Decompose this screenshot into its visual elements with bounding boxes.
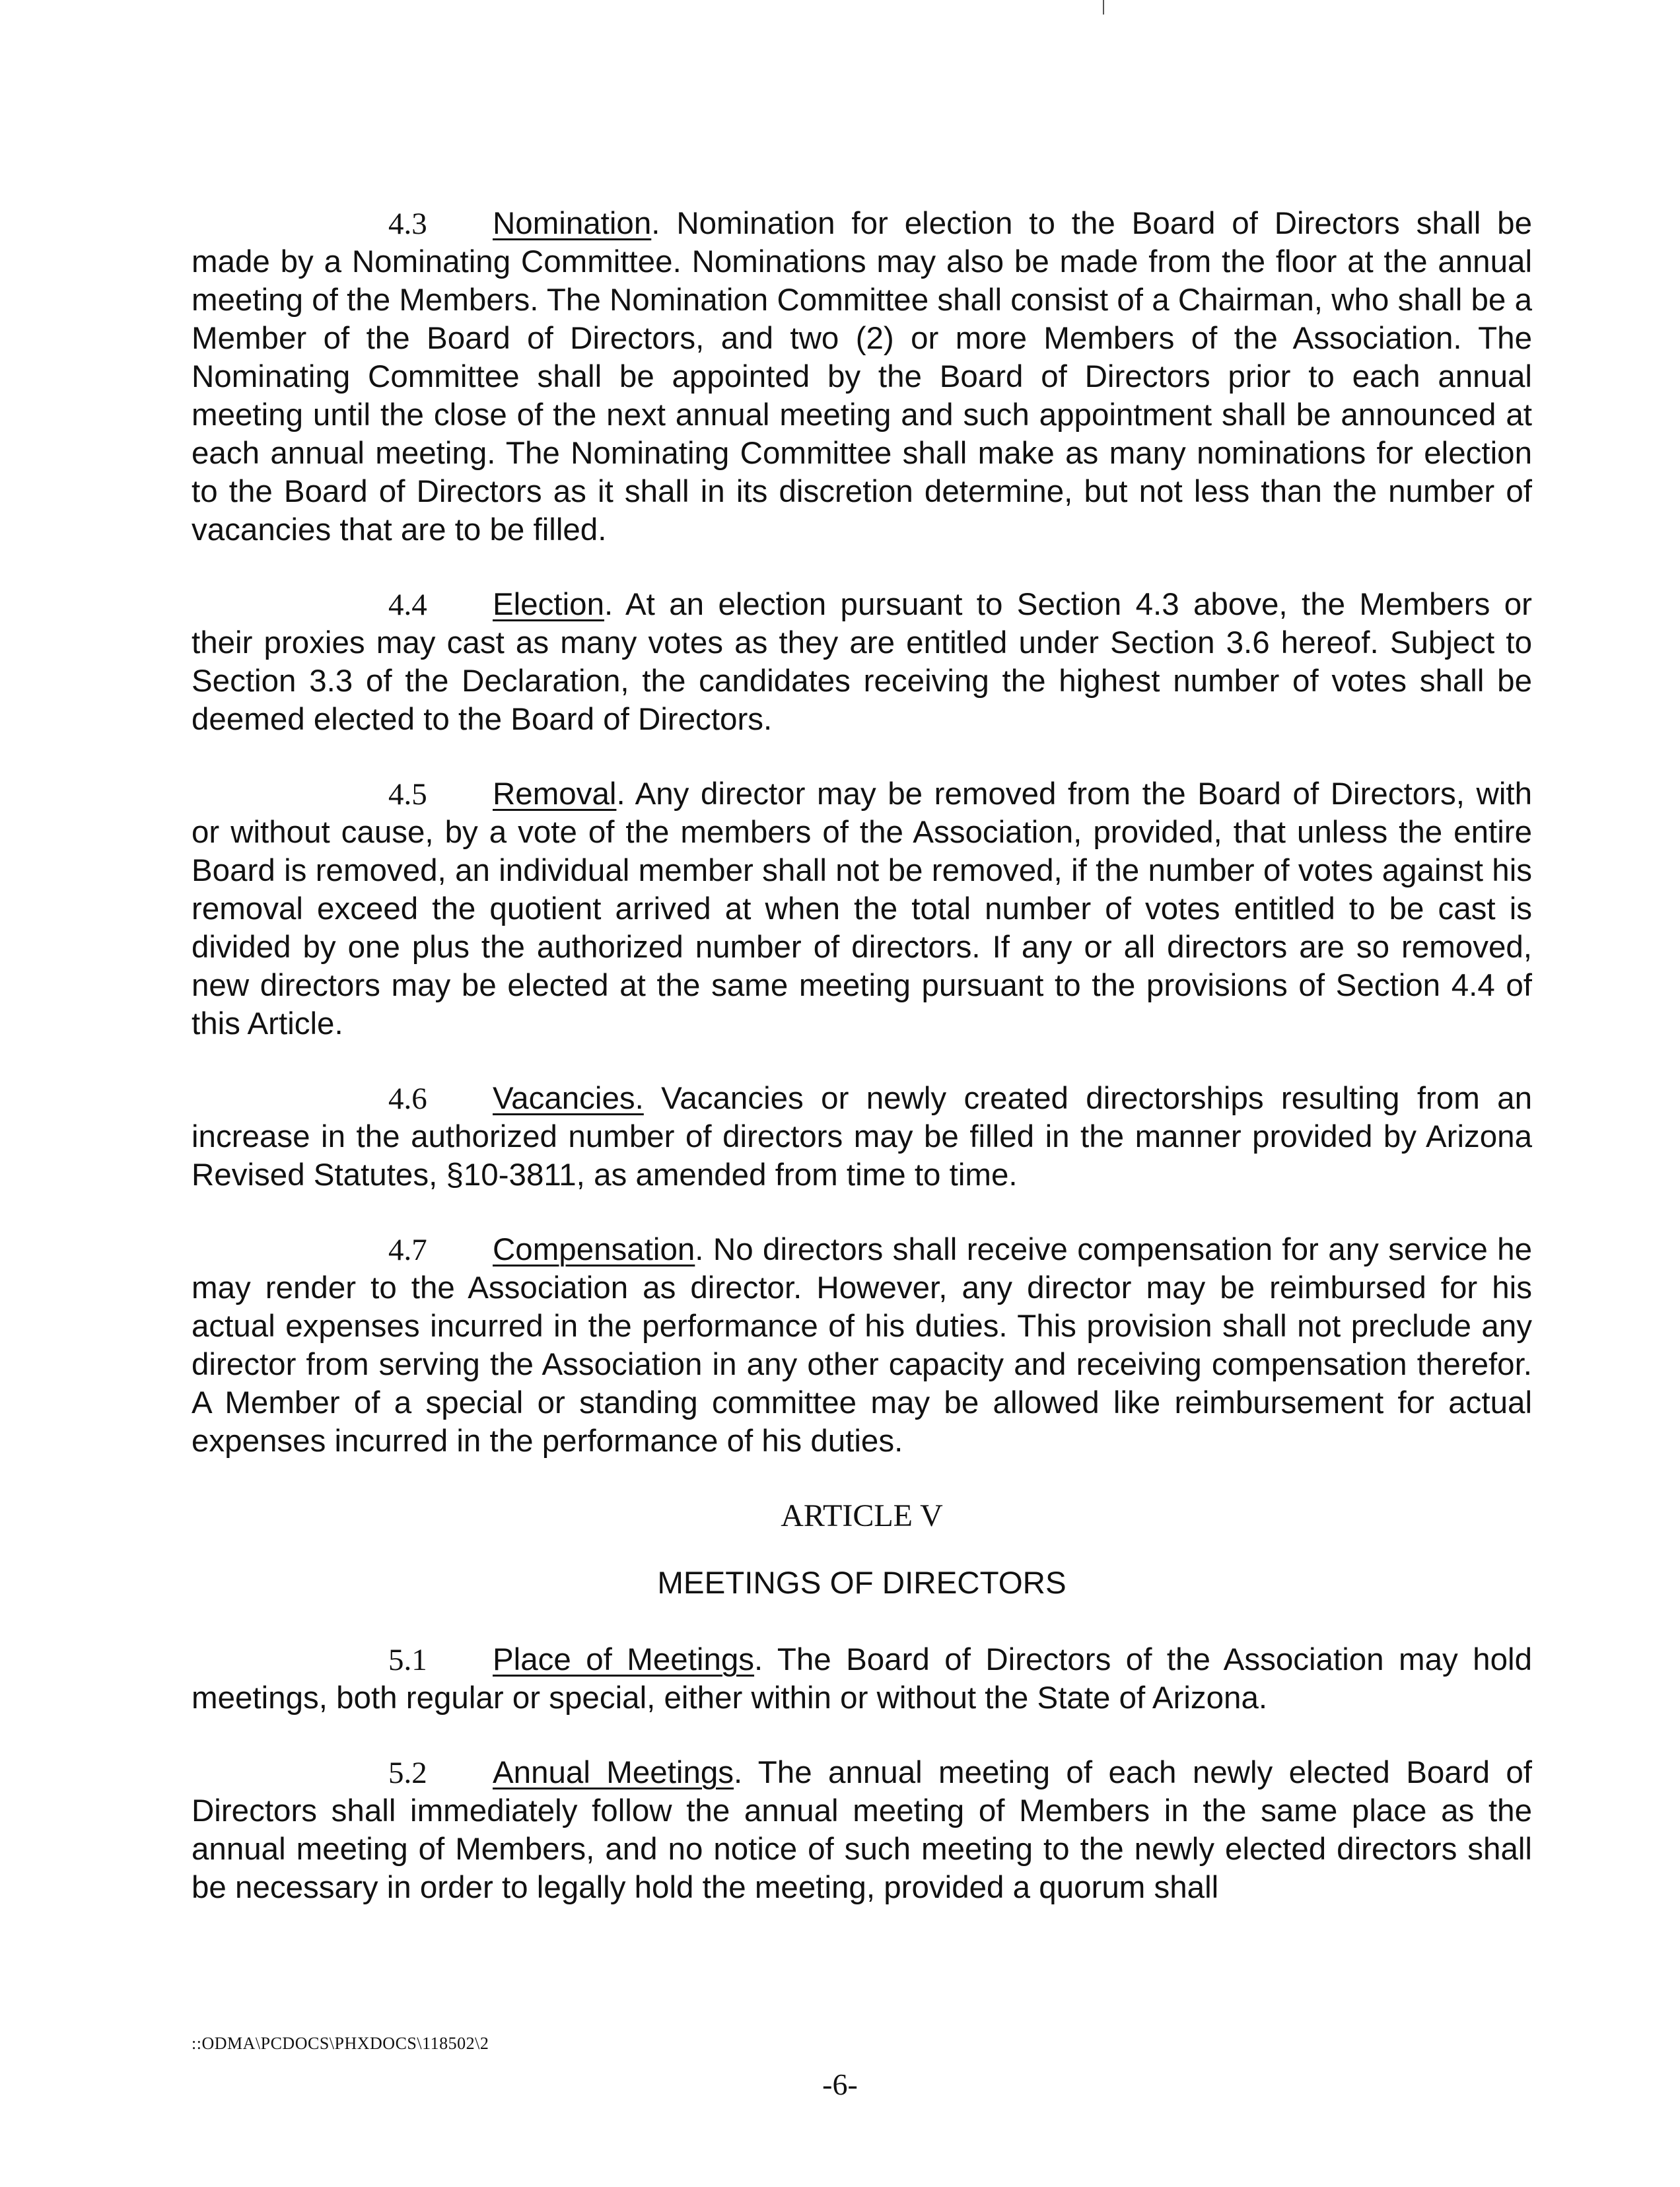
scan-artifact-mark [1103,0,1104,15]
section-heading: Vacancies. [493,1081,644,1116]
section-heading: Annual Meetings [493,1755,734,1790]
section-4-3 [192,205,1532,549]
section-heading: Compensation [493,1232,695,1267]
section-5-1 [192,1641,1532,1718]
section-4-7 [192,1231,1532,1461]
article-label: ARTICLE V [781,1498,943,1533]
section-4-5 [192,775,1532,1043]
section-5-2 [192,1754,1532,1907]
section-number: 4.6 [388,1082,427,1116]
section-heading: Election [493,587,604,622]
section-number: 4.3 [388,207,427,241]
section-4-4 [192,586,1532,739]
section-number: 5.1 [388,1643,427,1677]
section-heading: Nomination [493,206,652,241]
section-4-6 [192,1080,1532,1195]
article-title: MEETINGS OF DIRECTORS [657,1566,1067,1601]
section-text: . The annual meeting of each newly elected Board of Directors shall immediately follow the annual meeting of Members in the same place as the annual meeting of Members, and no notice of such meeting to the newly elected directors shall be necessary in order to legally hold the meeting, provided a quorum shall [192,1755,1532,1905]
section-heading: Place of Meetings [493,1642,755,1677]
section-text: Vacancies or newly created directorships resulting from an increase in the authorized number of directors may be filled in the manner provided by Arizona Revised Statutes, §10-3811, as amended from time to time. [192,1081,1532,1193]
section-text: . No directors shall receive compensation for any service he may render to the Association as director. However, any director may be reimbursed for his actual expenses incurred in the performance of his duties. This provision shall not preclude any director from serving the Association in any other capacity and receiving compensation therefor. A Member of a special or standing committee may be allowed like reimbursement for actual expenses incurred in the performance of his duties. [192,1232,1532,1459]
section-text: . At an election pursuant to Section 4.3 above, the Members or their proxies may cast as many votes as they are entitled under Section 3.6 hereof. Subject to Section 3.3 of the Declaration, the candidates receiving the highest number of votes shall be deemed elected to the Board of Directors. [192,587,1532,737]
section-text: . Nomination for election to the Board of Directors shall be made by a Nominating Committee. Nominations may also be made from the floor at the annual meeting of the Members. The Nomination Committee shall consist of a Chairman, who shall be a Member of the Board of Directors, and two (2) or more Members of the Association. The Nominating Committee shall be appointed by the Board of Directors prior to each annual meeting until the close of the next annual meeting and such appointment shall be announced at each annual meeting. The Nominating Committee shall make as many nominations for election to the Board of Directors as it shall in its discretion determine, but not less than the number of vacancies that are to be filled. [192,206,1532,547]
section-number: 4.4 [388,588,427,622]
section-text: . The Board of Directors of the Association may hold meetings, both regular or special, either within or without the State of Arizona. [192,1642,1532,1716]
document-path-footer: ::ODMA\PCDOCS\PHXDOCS\118502\2 [192,2034,489,2053]
document-page [192,205,1532,1943]
section-number: 5.2 [388,1756,427,1790]
page-number: -6- [822,2067,858,2101]
section-heading: Removal [493,777,617,812]
section-number: 4.7 [388,1233,427,1267]
section-number: 4.5 [388,777,427,812]
section-text: . Any director may be removed from the Board of Directors, with or without cause, by a vote of the members of the Association, provided, that unless the entire Board is removed, an individual member shall not be removed, if the number of votes against his removal exceed the quotient arrived at when the total number of votes entitled to be cast is divided by one plus the authorized number of directors. If any or all directors are so removed, new directors may be elected at the same meeting pursuant to the provisions of Section 4.4 of this Article. [192,777,1532,1041]
